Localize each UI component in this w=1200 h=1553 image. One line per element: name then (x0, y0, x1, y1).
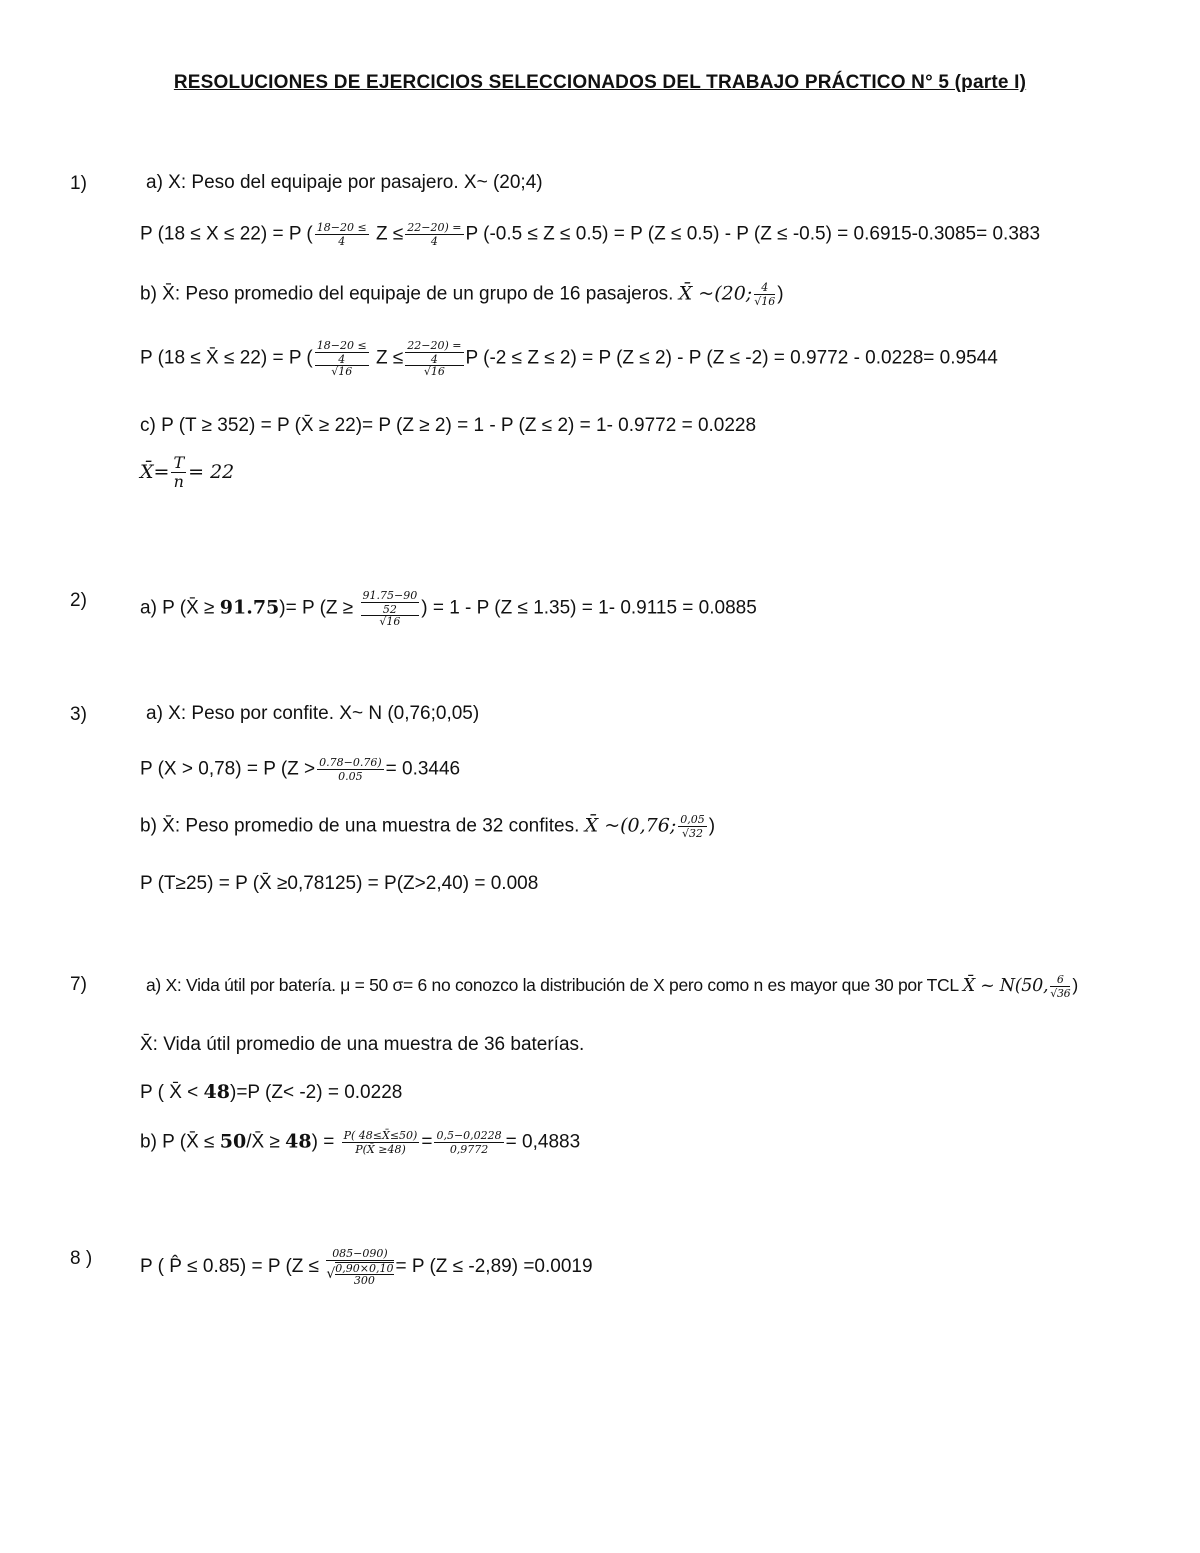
eq-text: /X̄ ≥ (246, 1131, 286, 1153)
denominator: 4 (430, 235, 438, 248)
numerator: 18−20 ≤ (316, 221, 367, 234)
exercise-3b-equation: P (T≥25) = P (X̄ ≥0,78125) = P(Z>2,40) = 0.008 (140, 873, 539, 894)
numerator: 18−20 ≤ (316, 339, 367, 352)
fraction (326, 1248, 393, 1286)
sub-denominator: 300 (353, 1274, 375, 1287)
denominator: 4 (338, 235, 346, 248)
eq-bold-value: 50 (219, 1130, 247, 1153)
fraction (315, 222, 369, 247)
sub-numerator: 4 (315, 354, 369, 366)
denominator: √ 16 (754, 295, 775, 307)
eq-text: ) = (311, 1131, 335, 1153)
distribution-text: X̄ ~(0,76; (584, 814, 677, 837)
fraction (405, 222, 463, 247)
eq-bold-value: 48 (203, 1081, 230, 1103)
eq-text: = (421, 1131, 433, 1153)
eq-text: )=P (Z< -2) = 0.0228 (230, 1082, 403, 1103)
document-title: RESOLUCIONES DE EJERCICIOS SELECCIONADOS DEL TRABAJO PRÁCTICO N° 5 (parte I) (173, 72, 1027, 93)
distribution-text: X̄ ~ N(50, (962, 976, 1049, 997)
numerator: 22−20) = (407, 339, 462, 352)
exercise-1a-heading: a) X: Peso del equipaje por pasajero. X~ (20;4) (146, 172, 543, 193)
exercise-2-number: 2) (70, 590, 87, 611)
exercise-1c-formula (140, 455, 234, 490)
exercise-3a-heading: a) X: Peso por confite. X~ N (0,76;0,05) (146, 703, 480, 724)
eq-text: P (-2 ≤ Z ≤ 2) = P (Z ≤ 2) - P (Z ≤ -2) = 0.9772 - 0.0228= 0.9544 (465, 347, 998, 369)
fraction (1050, 974, 1070, 999)
eq-text: P (X > 0,78) = P (Z > (140, 758, 316, 780)
denominator: 0.05 (338, 770, 363, 783)
eq-text: P (18 ≤ X ≤ 22) = P ( (140, 223, 313, 245)
numerator: 0,05 (680, 813, 705, 826)
exercise-1b-equation (140, 340, 998, 377)
eq-text: = 0.3446 (385, 758, 461, 780)
numerator: 4 (754, 282, 775, 295)
eq-text: Z ≤ (375, 347, 404, 369)
fraction (754, 282, 775, 307)
exercise-3b-heading: b) X̄: Peso promedio de una muestra de 32 confites. X̄ ~(0,76; 0,05 √ 32 ) (140, 814, 715, 839)
denominator (361, 603, 420, 627)
distribution-text: X̄ ~(20; (678, 282, 753, 305)
fraction (361, 590, 420, 627)
exercise-1a-equation (140, 222, 1040, 247)
denominator (405, 353, 463, 377)
exercise-7-number: 7) (70, 974, 87, 995)
numerator: 0.78−0.76) (319, 756, 382, 769)
fraction (678, 814, 707, 839)
eq-bold-value: 91.75 (219, 596, 280, 619)
exercise-3a-equation (140, 757, 460, 782)
exercise-8-equation (140, 1248, 593, 1286)
heading-text: b) X̄: Peso promedio del equipaje de un grupo de 16 pasajeros. (140, 283, 674, 305)
numerator: 91.75−90 (362, 589, 418, 602)
eq-text: = 0,4883 (505, 1131, 581, 1153)
exercise-7a-heading: a) X: Vida útil por batería. μ = 50 σ= 6 no conozco la distribución de X pero como n es mayor que 30 por TCL X̄ ~ N(50, 6 √ 36 ) (146, 974, 1078, 999)
eq-text: P ( X̄ < (140, 1082, 204, 1103)
exercise-7b-equation (140, 1130, 580, 1155)
sub-denominator: √ 16 (379, 615, 400, 628)
fraction (434, 1130, 503, 1155)
sub-numerator: 4 (405, 354, 463, 366)
heading-text: b) X̄: Peso promedio de una muestra de 32 confites. (140, 815, 580, 837)
eq-text: P (-0.5 ≤ Z ≤ 0.5) = P (Z ≤ 0.5) - P (Z ≤ -0.5) = 0.6915-0.3085= 0.383 (465, 223, 1041, 245)
eq-text: ) = 1 - P (Z ≤ 1.35) = 1- 0.9115 = 0.0885 (421, 597, 757, 619)
formula-lhs: X̄= (140, 461, 170, 483)
eq-bold-value: 48 (285, 1130, 312, 1153)
sub-denominator: √ 16 (424, 365, 445, 378)
fraction (317, 757, 384, 782)
numerator: 0,5−0,0228 (436, 1129, 502, 1142)
exercise-1b-heading: b) X̄: Peso promedio del equipaje de un grupo de 16 pasajeros. X̄ ~(20; 4 √ 16 ) (140, 282, 784, 307)
denominator (315, 353, 369, 377)
heading-text: a) X: Vida útil por batería. μ = 50 σ= 6 no conozco la distribución de X pero como n es mayor que 30 por TCL (146, 975, 959, 996)
eq-text: a) P (X̄ ≥ (140, 597, 220, 619)
eq-text: )= P (Z ≥ (279, 597, 354, 619)
fraction (315, 340, 369, 377)
fraction (171, 455, 186, 490)
exercise-2a-equation (140, 590, 757, 627)
eq-text: b) P (X̄ ≤ (140, 1131, 220, 1153)
formula-rhs: = 22 (188, 461, 235, 483)
denominator: √ $\frac{0,90\times 0,10}{300}$ (326, 1262, 394, 1287)
eq-text: P ( P̂ ≤ 0.85) = P (Z ≤ (140, 1256, 320, 1278)
numerator: 085−090) (326, 1248, 393, 1261)
denominator: P(X̄ ≥48) (355, 1143, 406, 1156)
denominator: √ 36 (1050, 987, 1070, 999)
exercise-7-probability (140, 1083, 402, 1102)
denominator: √ 32 (678, 827, 707, 839)
numerator: P( 48≤X̄≤50) (343, 1129, 418, 1142)
denominator: 0,9772 (449, 1143, 489, 1156)
exercise-8-number: 8 ) (70, 1248, 93, 1269)
denominator: n (173, 472, 184, 491)
sub-numerator: 52 (361, 604, 420, 616)
fraction (342, 1130, 420, 1155)
sub-numerator: 0,90×0,10 (335, 1262, 394, 1275)
eq-text: P (18 ≤ X̄ ≤ 22) = P ( (140, 347, 313, 369)
numerator: T (173, 453, 185, 472)
exercise-7-xbar-definition: X̄: Vida útil promedio de una muestra de 36 baterías. (140, 1034, 585, 1055)
eq-text: = P (Z ≤ -2,89) =0.0019 (395, 1256, 593, 1278)
eq-text: Z ≤ (375, 223, 404, 245)
exercise-3-number: 3) (70, 704, 87, 725)
exercise-1-number: 1) (70, 173, 87, 194)
exercise-1c-equation: c) P (T ≥ 352) = P (X̄ ≥ 22)= P (Z ≥ 2) = 1 - P (Z ≤ 2) = 1- 0.9772 = 0.0228 (140, 415, 757, 436)
numerator: 6 (1050, 974, 1070, 987)
numerator: 22−20) = (407, 221, 462, 234)
fraction (405, 340, 463, 377)
sub-denominator: √ 16 (331, 365, 352, 378)
